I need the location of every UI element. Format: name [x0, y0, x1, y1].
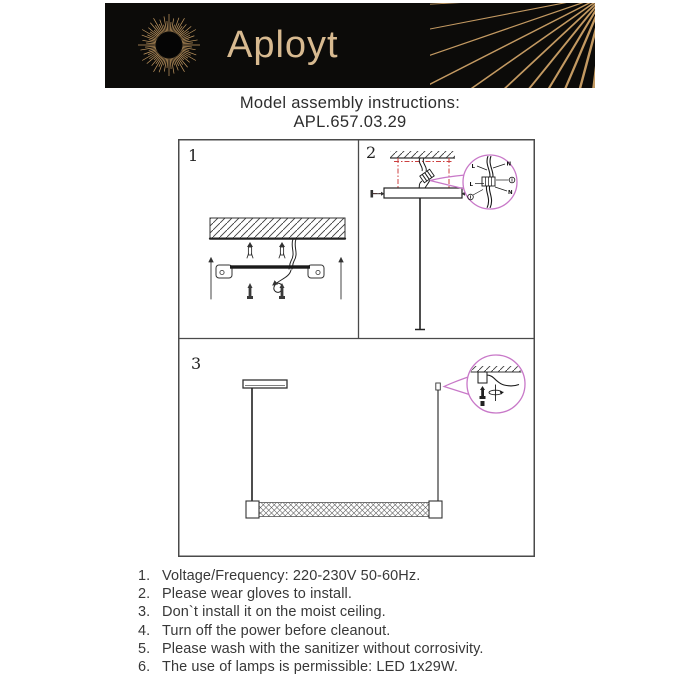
- lamp-endcap-left: [246, 501, 259, 518]
- item-text: Turn off the power before cleanout.: [162, 622, 391, 639]
- list-item: [138, 622, 578, 640]
- panel2-number: 2: [366, 143, 377, 162]
- panel1-drawing: [210, 218, 345, 299]
- bracket-screw-left: [247, 283, 253, 299]
- bracket-screw-right: [279, 283, 285, 299]
- item-number: 6.: [138, 659, 151, 676]
- page-title: Model assembly instructions:: [239, 94, 461, 112]
- item-text: The use of lamps is permissible: LED 1x29W.: [162, 659, 459, 676]
- fixing-detail-magnifier: [444, 355, 525, 413]
- panel3-number: 3: [191, 354, 202, 373]
- list-item: [138, 567, 578, 585]
- lamp-bar: [246, 501, 442, 518]
- title-block: [0, 94, 700, 132]
- lamp-tube: [259, 503, 429, 517]
- list-item: [138, 585, 578, 603]
- lamp-endcap-right: [429, 501, 442, 518]
- wire-label-live-top: L: [471, 164, 476, 170]
- list-item: [138, 603, 578, 621]
- wire-grip: [436, 383, 441, 390]
- wire-connection: [419, 158, 434, 188]
- item-text: Please wash with the sanitizer without corrosivity.: [162, 640, 484, 657]
- wall-anchor-left: [247, 242, 253, 258]
- item-text: Please wear gloves to install.: [162, 586, 352, 603]
- canopy-plate: [384, 188, 462, 198]
- canopy-screw-left: [371, 190, 385, 198]
- list-item: [138, 658, 578, 676]
- wire-label-live-mid: L: [469, 182, 474, 188]
- brand-name: Aployt: [227, 24, 339, 66]
- ray-fan-decoration-icon: [430, 3, 595, 88]
- ceiling-hatch: [210, 218, 345, 238]
- fan-rays: [430, 3, 595, 88]
- ceiling-hatch: [390, 151, 455, 158]
- model-number: APL.657.03.29: [293, 113, 407, 131]
- sunburst-core: [157, 33, 182, 58]
- item-number: 1.: [138, 568, 151, 584]
- panel2-drawing: [371, 151, 518, 330]
- item-number: 3.: [138, 604, 151, 621]
- panel3-drawing: [243, 355, 525, 518]
- item-number: 5.: [138, 640, 151, 657]
- grip-body: [478, 372, 487, 383]
- brand-banner: [105, 3, 595, 88]
- item-number: 2.: [138, 586, 151, 603]
- wire-label-neutral-bottom: N: [508, 190, 513, 196]
- wall-anchor-right: [279, 242, 285, 258]
- wire-label-neutral-top: N: [506, 161, 512, 168]
- item-text: Voltage/Frequency: 220-230V 50-60Hz.: [162, 568, 421, 584]
- ceiling-canopy: [243, 380, 287, 388]
- item-text: Don`t install it on the moist ceiling.: [162, 604, 386, 621]
- assembly-diagram: [178, 139, 535, 557]
- item-number: 4.: [138, 622, 151, 639]
- mounting-bracket: [216, 265, 324, 278]
- sunburst-logo-icon: [129, 5, 209, 85]
- ceiling-hatch: [468, 366, 525, 372]
- instruction-list: [138, 567, 578, 676]
- wiring-detail-magnifier: [430, 155, 517, 209]
- panel1-number: 1: [188, 146, 199, 165]
- list-item: [138, 640, 578, 658]
